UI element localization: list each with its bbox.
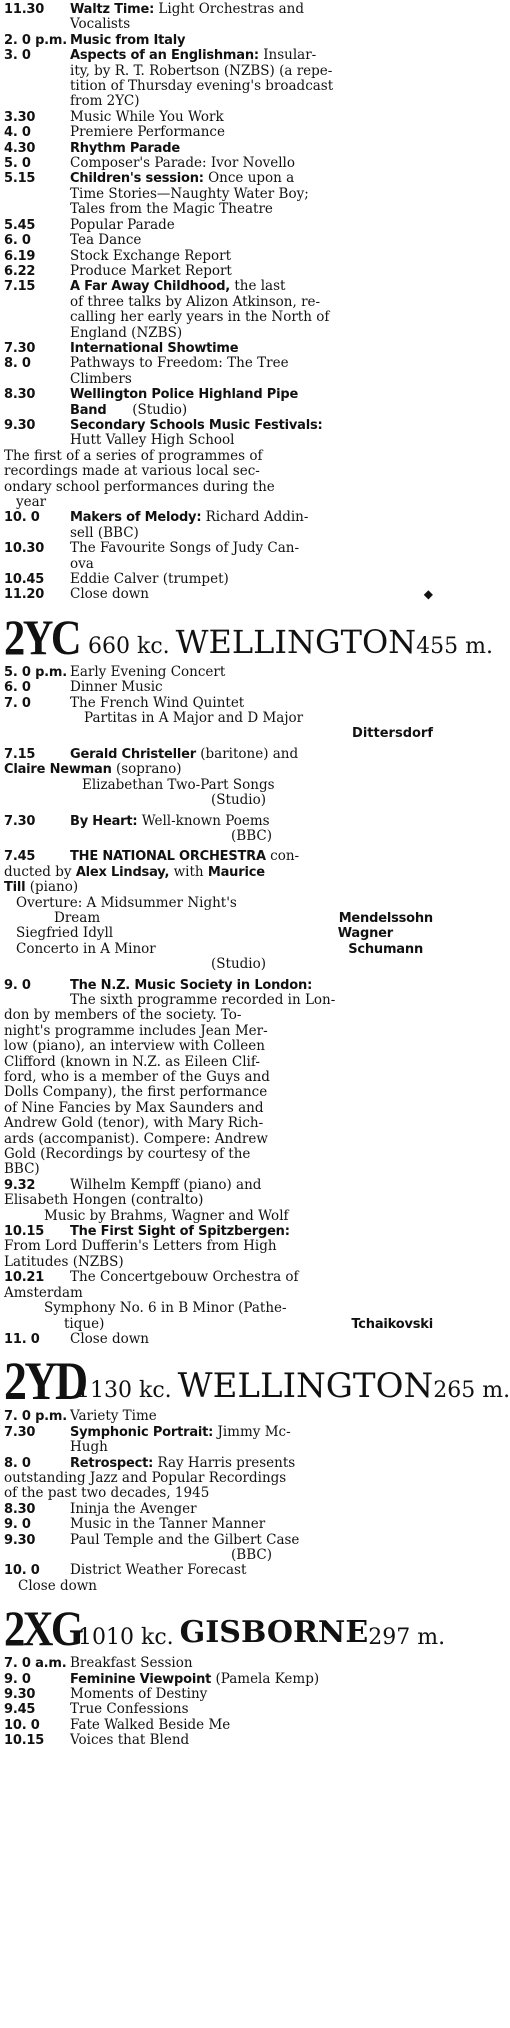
program-entry — [4, 849, 433, 864]
station-wavelength: 455 m. — [416, 633, 494, 659]
program-desc: Pathways to Freedom: The Tree — [70, 355, 289, 372]
program-desc: Latitudes (NZBS) — [4, 1253, 124, 1270]
program-desc: True Confessions — [70, 1701, 189, 1718]
station-header-2yc — [4, 608, 494, 665]
program-time: 7.30 — [4, 340, 36, 356]
bullet-mark: ◆ — [423, 587, 433, 602]
program-desc: with — [173, 863, 204, 880]
program-desc: Ininja the Avenger — [70, 1500, 197, 1517]
program-time: 6.22 — [4, 263, 36, 279]
program-time: 11.20 — [4, 587, 45, 603]
program-entry — [4, 1656, 433, 1671]
program-entry — [4, 1687, 433, 1702]
program-entry-continued — [4, 1193, 433, 1224]
program-title: Makers of Melody: — [70, 510, 202, 526]
program-desc: ford, who is a member of the Guys and — [4, 1069, 270, 1085]
program-desc: Fate Walked Beside Me — [70, 1716, 231, 1733]
program-entry — [4, 696, 433, 742]
program-desc: Dinner Music — [70, 679, 163, 696]
program-entry — [4, 1517, 433, 1532]
program-entry — [4, 541, 433, 572]
program-time: 7.30 — [4, 813, 36, 829]
program-entry — [4, 418, 433, 449]
program-time: 10. 0 — [4, 1717, 40, 1733]
program-time: 9. 0 — [4, 1671, 31, 1687]
conductor-name: Alex Lindsay, — [75, 864, 170, 880]
program-time: 10. 0 — [4, 1563, 40, 1579]
program-entry — [4, 1502, 433, 1517]
program-title: Gerald Christeller — [70, 746, 196, 762]
station-call-sign: 2XG — [4, 1600, 82, 1657]
station-city: WELLINGTON — [175, 622, 417, 661]
program-title: Symphonic Portrait: — [70, 1424, 214, 1440]
program-entry — [4, 2, 433, 33]
program-desc: Climbers — [70, 370, 132, 387]
program-entry — [4, 1563, 433, 1578]
program-entry-continued — [4, 1239, 433, 1270]
program-piece: Dream — [54, 909, 101, 926]
program-desc: Hugh — [70, 1439, 108, 1456]
program-entry — [4, 680, 433, 695]
composer-name: Dittersdorf — [352, 726, 433, 742]
program-entry — [4, 218, 433, 233]
program-desc: From Lord Dufferin's Letters from High — [4, 1238, 277, 1255]
program-time: 9.30 — [4, 417, 36, 433]
program-desc: Andrew Gold (tenor), with Mary Rich- — [4, 1115, 264, 1132]
program-entry — [4, 1533, 433, 1564]
program-entry-continued — [4, 1286, 433, 1332]
program-desc: Stock Exchange Report — [70, 247, 232, 264]
program-desc: England (NZBS) — [70, 324, 183, 341]
program-title: Music from Italy — [70, 32, 186, 48]
station-header-2yd — [4, 1351, 510, 1412]
program-desc: (Pamela Kemp) — [215, 1670, 320, 1687]
program-time: 4.30 — [4, 140, 36, 156]
program-entry — [4, 341, 433, 356]
program-desc: ards (accompanist). Compere: Andrew — [4, 1130, 268, 1147]
program-desc: night's programme includes Jean Mer- — [4, 1022, 268, 1039]
program-time: 7. 0 a.m. — [4, 1656, 67, 1672]
program-entry — [4, 814, 433, 845]
station-header-2xg — [4, 1600, 446, 1657]
program-desc: Vocalists — [70, 16, 131, 33]
program-title: THE NATIONAL ORCHESTRA — [70, 849, 266, 865]
program-time: 10.21 — [4, 1270, 45, 1286]
composer-name: Wagner — [337, 926, 393, 942]
program-desc: outstanding Jazz and Popular Recordings — [4, 1469, 287, 1486]
program-desc: from 2YC) — [70, 93, 140, 110]
program-time: 9.32 — [4, 1177, 36, 1193]
soloist-name: Maurice — [207, 864, 265, 880]
program-desc: ova — [70, 555, 94, 572]
program-time: 9.30 — [4, 1687, 36, 1702]
program-desc: low (piano), an interview with Colleen — [4, 1038, 265, 1055]
program-desc: Jimmy Mc- — [217, 1423, 291, 1440]
program-desc: Insular- — [263, 47, 317, 64]
program-entry — [4, 279, 433, 341]
program-desc: don by members of the society. To- — [4, 1007, 242, 1024]
program-time: 10.45 — [4, 572, 45, 588]
program-desc: tition of Thursday evening's broadcast — [70, 78, 334, 95]
program-title: Retrospect: — [70, 1455, 154, 1471]
program-time: 2. 0 p.m. — [4, 32, 68, 48]
program-entry — [4, 1425, 433, 1456]
program-time: 7.15 — [4, 746, 36, 762]
program-desc: Music by Brahms, Wagner and Wolf — [44, 1207, 289, 1224]
program-time: 6.19 — [4, 248, 36, 264]
program-entry — [4, 1456, 433, 1471]
program-desc: Clifford (known in N.Z. as Eileen Clif- — [4, 1053, 260, 1070]
program-entry — [4, 978, 433, 1009]
program-desc: Premiere Performance — [70, 124, 225, 141]
section-2yc — [4, 665, 433, 1347]
program-desc: (soprano) — [115, 761, 182, 778]
program-desc: (Studio) — [211, 956, 266, 973]
composer-name: Schumann — [348, 941, 423, 957]
program-piece: tique) — [64, 1315, 105, 1332]
program-title: Feminine Viewpoint — [70, 1671, 212, 1687]
program-title: Band — [70, 402, 107, 418]
program-title: Wellington Police Highland Pipe — [70, 387, 299, 403]
program-entry — [4, 171, 433, 217]
program-entry — [4, 110, 433, 125]
program-time: 8.30 — [4, 1501, 36, 1517]
program-entry — [4, 249, 433, 264]
program-entry — [4, 264, 433, 279]
program-title: Aspects of an Englishman: — [70, 48, 259, 64]
program-entry — [4, 233, 433, 248]
program-title: Waltz Time: — [70, 2, 155, 17]
program-entry-continued — [4, 762, 433, 808]
program-time: 6. 0 — [4, 680, 31, 696]
program-piece: Siegfried Idyll — [16, 925, 114, 942]
program-entry — [4, 1579, 433, 1594]
program-entry — [4, 1270, 433, 1285]
program-entry — [4, 1733, 433, 1748]
program-desc: The sixth programme recorded in Lon- — [70, 991, 336, 1008]
program-desc: The first of a series of programmes of — [4, 447, 263, 464]
program-time: 10. 0 — [4, 510, 40, 526]
program-title: Claire Newman — [4, 762, 112, 778]
program-desc: (baritone) and — [200, 745, 299, 762]
program-time: 11.30 — [4, 2, 45, 17]
section-2xg — [4, 1656, 433, 1748]
program-time: 9.45 — [4, 1702, 36, 1718]
program-desc: Close down — [70, 1330, 150, 1347]
program-desc: (Studio) — [211, 792, 266, 809]
program-time: 4. 0 — [4, 125, 31, 141]
program-title: Children's session: — [70, 171, 204, 187]
program-time: 5. 0 — [4, 156, 31, 172]
program-piece: Concerto in A Minor — [16, 940, 156, 957]
program-entry — [4, 125, 433, 140]
program-entry — [4, 1702, 433, 1717]
program-time: 7. 0 p.m. — [4, 1409, 68, 1425]
program-time: 7. 0 — [4, 695, 31, 711]
station-call-sign: 2YD — [4, 1351, 86, 1412]
program-entry — [4, 747, 433, 762]
program-desc: (BBC) — [231, 827, 272, 844]
program-time: 10.15 — [4, 1224, 45, 1240]
program-entry — [4, 387, 433, 418]
program-desc: (Studio) — [132, 401, 188, 418]
station-call-sign: 2YC — [4, 608, 79, 665]
program-time: 10.30 — [4, 541, 45, 557]
program-desc: Partitas in A Major and D Major — [84, 710, 304, 727]
program-time: 5.15 — [4, 171, 36, 187]
program-entry — [4, 33, 433, 48]
program-desc: Time Stories—Naughty Water Boy; — [70, 185, 309, 202]
section-continued — [4, 2, 433, 603]
program-time: 8. 0 — [4, 356, 31, 372]
program-time: 8. 0 — [4, 1455, 31, 1471]
program-title: The N.Z. Music Society in London: — [70, 977, 313, 993]
section-2yd — [4, 1409, 433, 1594]
program-desc: Variety Time — [70, 1408, 157, 1425]
program-desc: District Weather Forecast — [70, 1562, 247, 1579]
station-wavelength: 297 m. — [368, 1625, 446, 1651]
program-title: Secondary Schools Music Festivals: — [70, 417, 323, 433]
program-desc: Tea Dance — [70, 232, 142, 249]
program-desc: BBC) — [4, 1161, 40, 1178]
station-wavelength: 265 m. — [433, 1378, 510, 1404]
program-desc: Once upon a — [208, 170, 295, 187]
program-desc: (BBC) — [231, 1546, 272, 1563]
program-time: 5. 0 p.m. — [4, 664, 68, 680]
station-city: GISBORNE — [179, 1615, 369, 1651]
program-entry — [4, 1672, 433, 1687]
program-entry — [4, 1178, 433, 1193]
program-desc: Elisabeth Hongen (contralto) — [4, 1192, 204, 1209]
program-desc: Composer's Parade: Ivor Novello — [70, 155, 295, 172]
station-frequency: 1130 kc. — [76, 1378, 172, 1404]
program-time: 6. 0 — [4, 233, 31, 249]
program-entry-continued — [4, 1008, 433, 1177]
station-frequency: 1010 kc. — [78, 1625, 174, 1651]
program-desc: Close down — [18, 1577, 98, 1594]
program-entry — [4, 1332, 433, 1347]
program-desc: Close down — [70, 586, 150, 603]
program-piece: Symphony No. 6 in B Minor (Pathe- — [44, 1300, 287, 1317]
program-entry — [4, 156, 433, 171]
program-desc: Well-known Poems — [141, 812, 270, 829]
program-desc: year — [16, 494, 47, 510]
program-time: 7.45 — [4, 849, 36, 865]
program-time: 10.15 — [4, 1733, 45, 1749]
program-entry — [4, 665, 433, 680]
program-desc: Eddie Calver (trumpet) — [70, 571, 229, 588]
program-entry — [4, 1718, 433, 1733]
program-desc: Richard Addin- — [205, 509, 309, 526]
soloist-name: Till — [4, 880, 26, 896]
program-desc: Gold (Recordings by courtesy of the — [4, 1146, 251, 1163]
program-time: 3.30 — [4, 109, 36, 125]
station-frequency: 660 kc. — [88, 633, 170, 659]
program-desc: Ray Harris presents — [157, 1454, 296, 1471]
program-time: 5.45 — [4, 217, 36, 233]
program-entry-continued — [4, 865, 433, 973]
program-time: 3. 0 — [4, 48, 31, 64]
program-desc: Produce Market Report — [70, 262, 232, 279]
program-desc: The Favourite Songs of Judy Can- — [70, 540, 300, 557]
program-desc: Wilhelm Kempff (piano) and — [70, 1176, 262, 1193]
program-desc: Hutt Valley High School — [70, 432, 235, 449]
program-time: 7.30 — [4, 1424, 36, 1440]
program-title: A Far Away Childhood, — [70, 279, 231, 295]
station-city: WELLINGTON — [177, 1366, 434, 1407]
program-entry-continued — [4, 449, 433, 511]
composer-name: Mendelssohn — [338, 910, 433, 926]
program-title: Rhythm Parade — [70, 140, 180, 156]
program-time: 8.30 — [4, 387, 36, 403]
program-desc: of three talks by Alizon Atkinson, re- — [70, 293, 321, 310]
program-desc: The French Wind Quintet — [70, 694, 245, 711]
program-desc: sell (BBC) — [70, 524, 139, 541]
program-entry — [4, 356, 433, 387]
program-time: 9. 0 — [4, 1517, 31, 1533]
program-time: 9.30 — [4, 1532, 36, 1548]
program-desc: recordings made at various local sec- — [4, 463, 260, 480]
program-desc: Early Evening Concert — [70, 663, 226, 680]
program-desc: Paul Temple and the Gilbert Case — [70, 1531, 300, 1548]
program-entry — [4, 1224, 433, 1239]
program-desc: ondary school performances during the — [4, 478, 275, 495]
program-desc: Voices that Blend — [70, 1732, 190, 1749]
program-desc: Moments of Destiny — [70, 1686, 208, 1702]
program-title: The First Sight of Spitzbergen: — [70, 1224, 290, 1240]
program-entry — [4, 587, 433, 602]
program-title: By Heart: — [70, 813, 138, 829]
program-entry — [4, 48, 433, 110]
program-desc: Breakfast Session — [70, 1655, 193, 1672]
program-desc: calling her early years in the North of — [70, 309, 330, 326]
program-desc: ducted by — [4, 863, 72, 880]
program-desc: the last — [234, 278, 286, 295]
program-desc: ity, by R. T. Robertson (NZBS) (a repe- — [70, 62, 333, 79]
program-desc: Music in the Tanner Manner — [70, 1516, 266, 1533]
program-entry — [4, 572, 433, 587]
program-piece: Overture: A Midsummer Night's — [16, 894, 237, 911]
program-desc: Popular Parade — [70, 216, 175, 233]
program-desc: of the past two decades, 1945 — [4, 1485, 210, 1502]
program-desc: Amsterdam — [4, 1284, 83, 1301]
program-entry-continued — [4, 1471, 433, 1502]
program-entry — [4, 141, 433, 156]
program-desc: Music While You Work — [70, 108, 224, 125]
composer-name: Tchaikovski — [351, 1316, 433, 1332]
program-desc: Elizabethan Two-Part Songs — [82, 776, 275, 793]
program-desc: (piano) — [29, 879, 79, 896]
program-desc: Dolls Company), the first performance — [4, 1084, 268, 1101]
program-time: 11. 0 — [4, 1331, 40, 1347]
program-desc: Tales from the Magic Theatre — [70, 201, 273, 218]
program-desc: of Nine Fancies by Max Saunders and — [4, 1099, 264, 1116]
program-desc: The Concertgebouw Orchestra of — [70, 1269, 299, 1286]
program-entry — [4, 510, 433, 541]
program-title: International Showtime — [70, 340, 239, 356]
program-entry — [4, 1409, 433, 1424]
program-time: 9. 0 — [4, 977, 31, 993]
program-desc: Light Orchestras and — [158, 1, 304, 17]
program-time: 7.15 — [4, 279, 36, 295]
program-desc: con- — [270, 848, 300, 865]
